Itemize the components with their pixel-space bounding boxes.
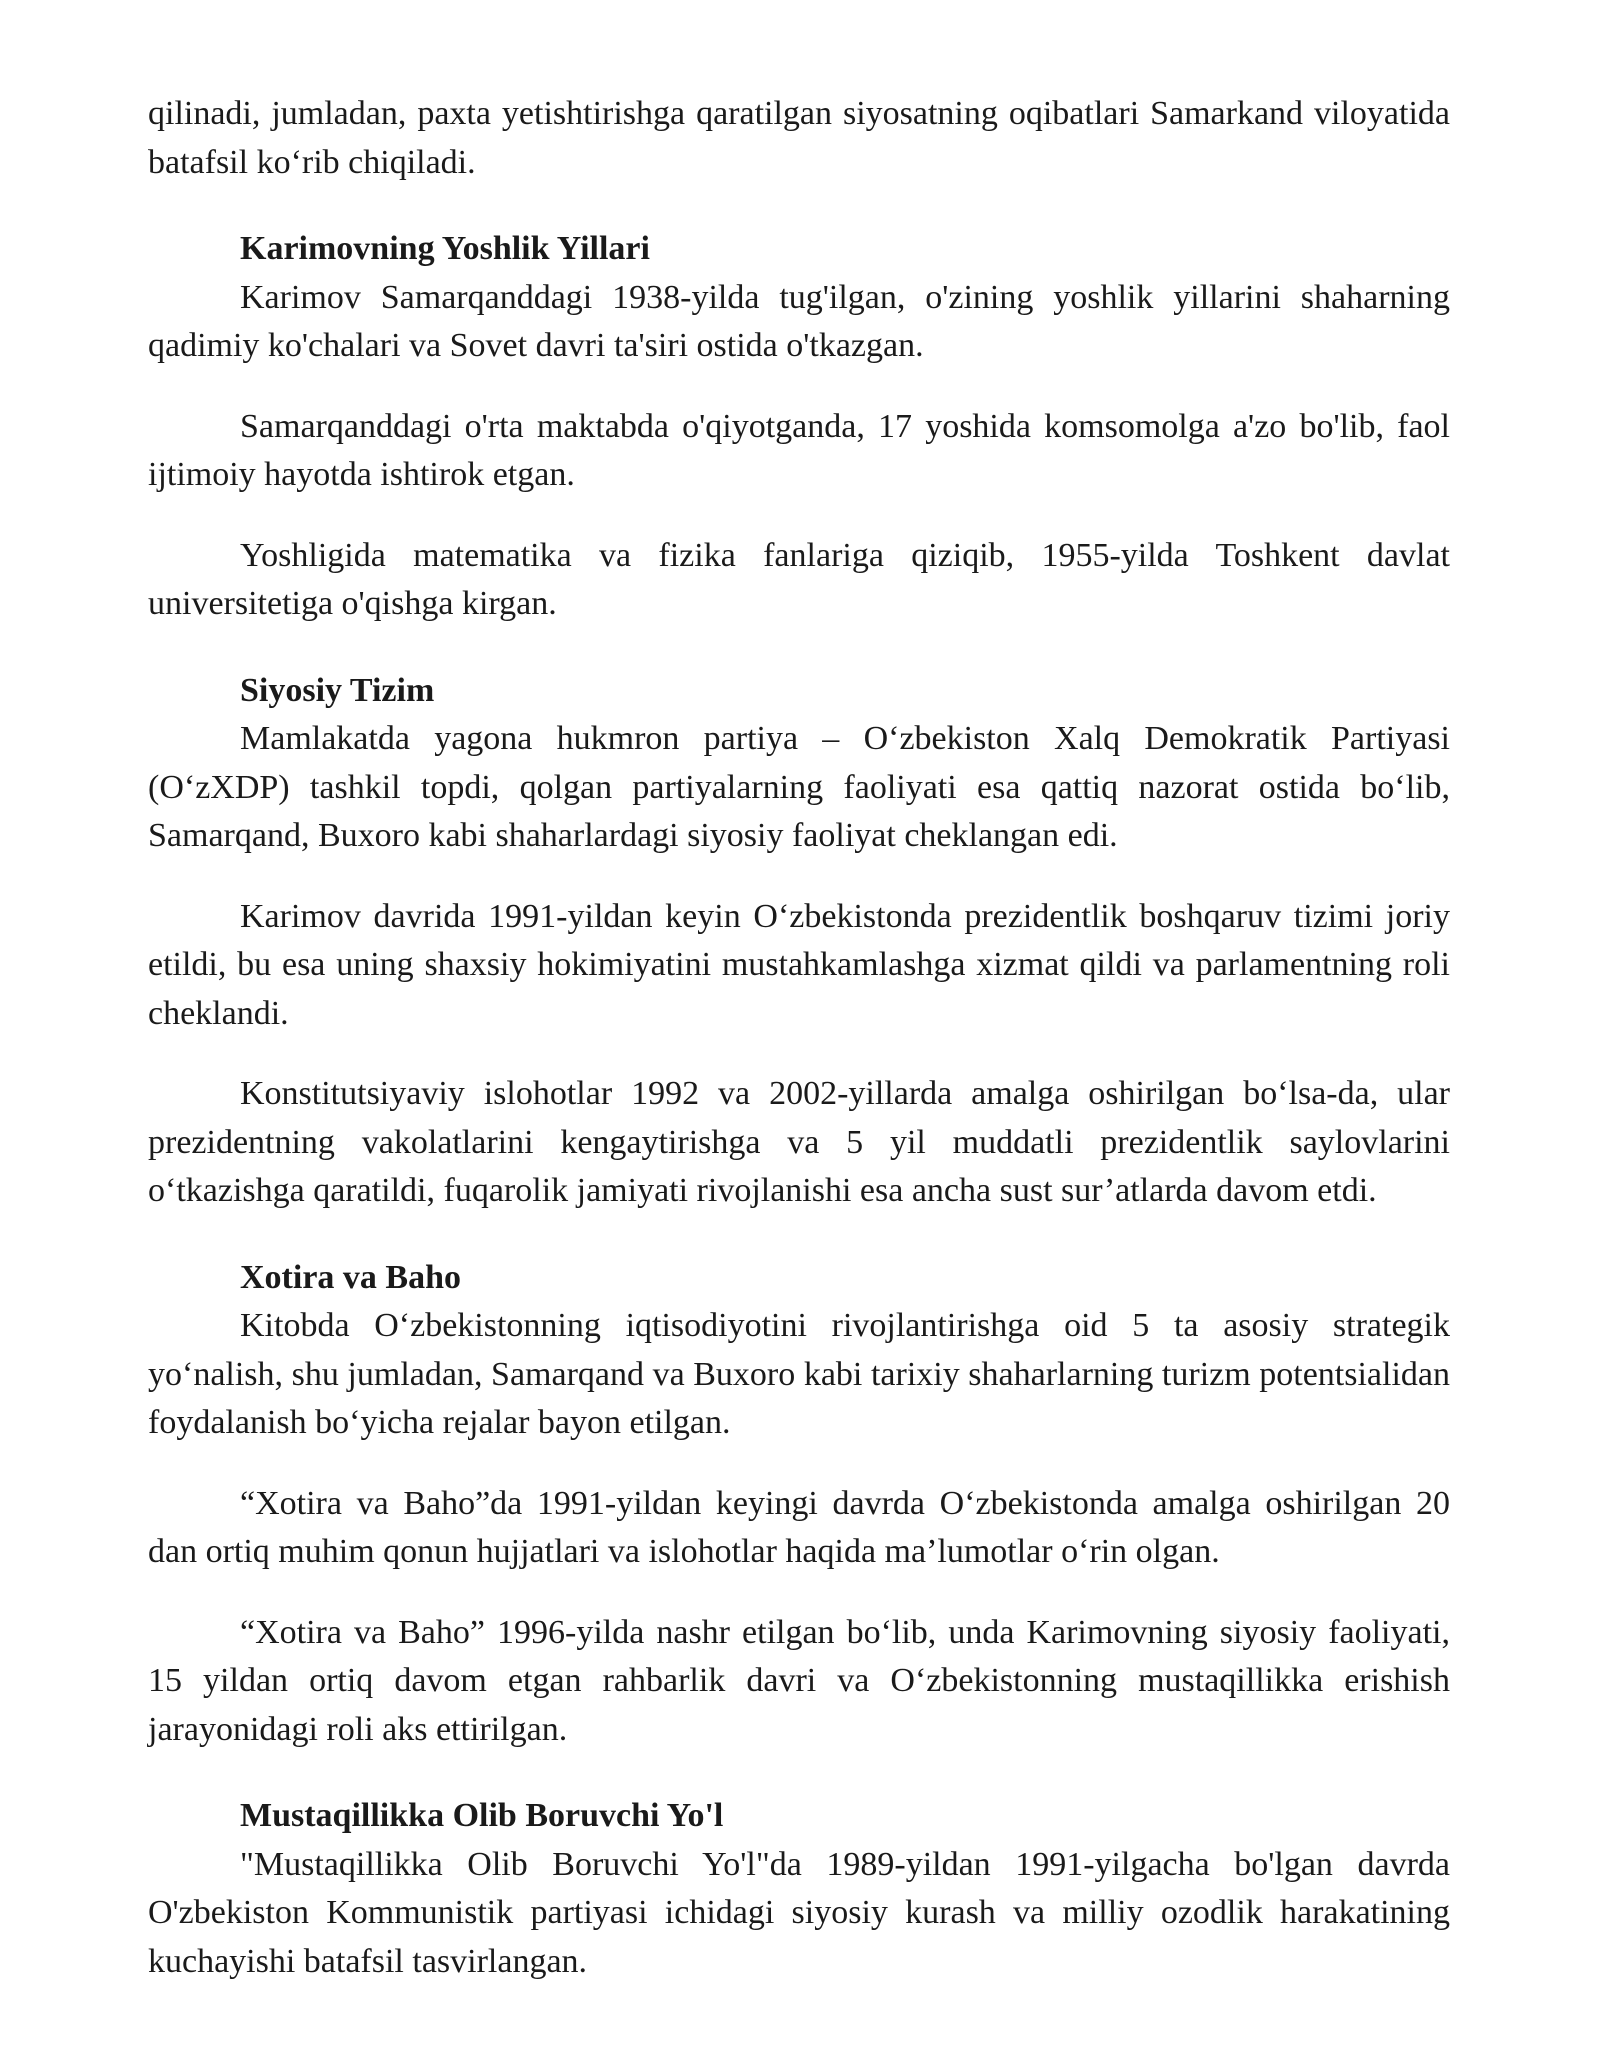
paragraph: Yoshligida matematika va fizika fanlariga qiziqib, 1955-yilda Toshkent davlat universitetiga o'qishga kirgan. bbox=[148, 536, 1450, 622]
paragraph: Konstitutsiyaviy islohotlar 1992 va 2002-yillarda amalga oshirilgan bo‘lsa-da, ular prezidentning vakolatlarini kengaytirishga va 5 yil muddatli prezidentlik saylovlarini o‘tkazishga qaratildi, fuqarolik jamiyati rivojlanishi esa ancha sust sur’atlarda davom etdi. bbox=[148, 1075, 1450, 1209]
section-road-to-independence bbox=[148, 1792, 1450, 1986]
section-political-system bbox=[148, 667, 1450, 1216]
section-memory-and-assessment bbox=[148, 1254, 1450, 1755]
paragraph: Karimov davrida 1991-yildan keyin O‘zbekistonda prezidentlik boshqaruv tizimi joriy etildi, bu esa uning shaxsiy hokimiyatini mustahkamlashga xizmat qildi va parlamentning roli cheklandi. bbox=[148, 897, 1450, 1032]
section-heading: Siyosiy Tizim bbox=[240, 671, 435, 709]
paragraph: Karimov Samarqanddagi 1938-yilda tug'ilgan, o'zining yoshlik yillarini shaharning qadimiy ko'chalari va Sovet davri ta'siri ostida o'tkazgan. bbox=[148, 278, 1450, 364]
paragraph: Mamlakatda yagona hukmron partiya – O‘zbekiston Xalq Demokratik Partiyasi (O‘zXDP) tashkil topdi, qolgan partiyalarning faoliyati esa qattiq nazorat ostida bo‘lib, Samarqand, Buxoro kabi shaharlardagi siyosiy faoliyat cheklangan edi. bbox=[148, 720, 1450, 854]
section-heading: Karimovning Yoshlik Yillari bbox=[240, 230, 650, 267]
section-heading: Mustaqillikka Olib Boruvchi Yo'l bbox=[240, 1797, 724, 1834]
section-youth bbox=[148, 225, 1450, 629]
paragraph: "Mustaqillikka Olib Boruvchi Yo'l"da 1989-yildan 1991-yilgacha bo'lgan davrda O'zbekiston Kommunistik partiyasi ichidagi siyosiy kurash va milliy ozodlik harakatining kuchayishi batafsil tasvirlangan. bbox=[148, 1845, 1450, 1980]
paragraph: “Xotira va Baho” 1996-yilda nashr etilgan bo‘lib, unda Karimovning siyosiy faoliyati, 15 yildan ortiq davom etgan rahbarlik davri va O‘zbekistonning mustaqillikka erishish jarayonidagi roli aks ettirilgan. bbox=[148, 1613, 1450, 1748]
intro-paragraph: qilinadi, jumladan, paxta yetishtirishga qaratilgan siyosatning oqibatlari Samarkand viloyatida batafsil ko‘rib chiqiladi. bbox=[148, 95, 1450, 181]
section-heading: Xotira va Baho bbox=[240, 1258, 461, 1296]
paragraph: “Xotira va Baho”da 1991-yildan keyingi davrda O‘zbekistonda amalga oshirilgan 20 dan ortiq muhim qonun hujjatlari va islohotlar haqida ma’lumotlar o‘rin olgan. bbox=[148, 1484, 1450, 1570]
paragraph: Kitobda O‘zbekistonning iqtisodiyotini rivojlantirishga oid 5 ta asosiy strategik yo‘nalish, shu jumladan, Samarqand va Buxoro kabi tarixiy shaharlarning turizm potentsialidan foydalanish bo‘yicha rejalar bayon etilgan. bbox=[148, 1307, 1450, 1441]
paragraph: Samarqanddagi o'rta maktabda o'qiyotganda, 17 yoshida komsomolga a'zo bo'lib, faol ijtimoiy hayotda ishtirok etgan. bbox=[148, 407, 1450, 493]
document-page bbox=[148, 90, 1450, 2018]
